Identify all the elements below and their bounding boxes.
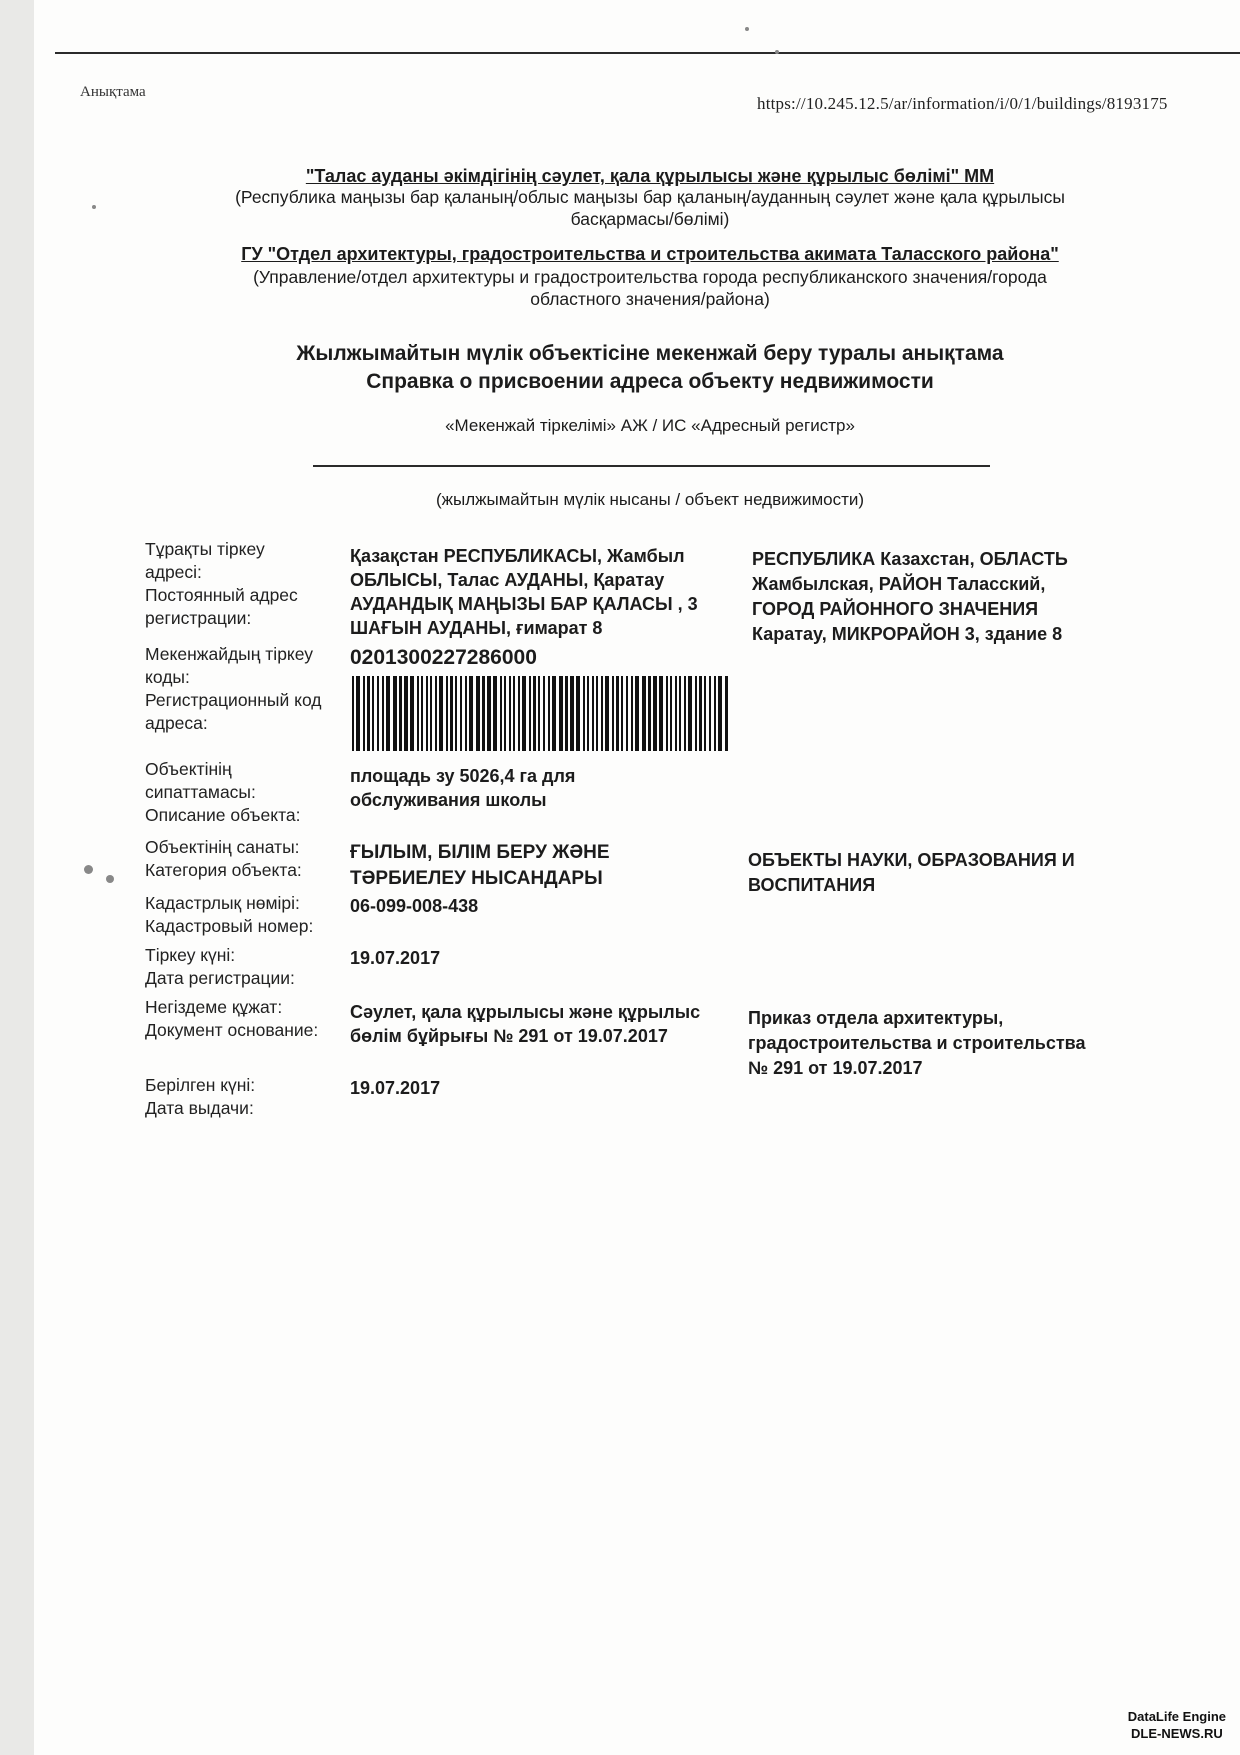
address-ru-line3: ГОРОД РАЙОННОГО ЗНАЧЕНИЯ: [752, 599, 1039, 619]
barcode-bar: [529, 676, 531, 751]
address-label-ru-1: Постоянный адрес: [145, 585, 298, 605]
scan-speck: [84, 865, 93, 874]
reg-code-value: 0201300227286000: [350, 646, 537, 669]
barcode-bar: [421, 676, 423, 751]
barcode-bar: [653, 676, 657, 751]
cadastral-label-ru: Кадастровый номер:: [145, 916, 314, 936]
scan-speck: [106, 875, 114, 883]
barcode-bar: [356, 676, 360, 751]
scan-speck: [745, 27, 749, 31]
reg-date-label-kz: Тіркеу күні:: [145, 945, 236, 965]
barcode-bar: [363, 676, 365, 751]
object-caption: (жылжымайтын мүлік нысаны / объект недвижимости): [435, 490, 865, 509]
barcode-bar: [465, 676, 467, 751]
description-label-kz-2: сипаттамасы:: [145, 782, 256, 802]
barcode-bar: [469, 676, 473, 751]
barcode-bar: [631, 676, 633, 751]
barcode-bar: [616, 676, 619, 751]
barcode-bar: [460, 676, 462, 751]
title-ru: Справка о присвоении адреса объекту недвижимости: [366, 370, 934, 393]
basis-kz-line1: Сәулет, қала құрылысы және құрылыс: [350, 1002, 701, 1022]
barcode-bar: [621, 676, 623, 751]
basis-label: [145, 996, 318, 1042]
barcode-bar: [635, 676, 639, 751]
barcode-bar: [382, 676, 384, 751]
barcode-bar: [399, 676, 402, 751]
barcode-bar: [695, 676, 697, 751]
scan-speck: [92, 205, 96, 209]
scan-left-edge: [0, 0, 34, 1755]
document-label: Анықтама: [80, 84, 146, 100]
basis-ru-line3: № 291 от 19.07.2017: [748, 1058, 923, 1078]
issue-date-value: 19.07.2017: [350, 1078, 441, 1098]
org-note-ru-line1: (Управление/отдел архитектуры и градостроительства города республиканского значения/города: [253, 267, 1047, 287]
barcode: [350, 676, 732, 751]
basis-label-kz: Негіздеме құжат:: [145, 997, 283, 1017]
barcode-bar: [435, 676, 437, 751]
reg-code-label-ru-1: Регистрационный код: [145, 690, 322, 710]
barcode-bar: [513, 676, 515, 751]
reg-date-label: [145, 944, 295, 990]
cadastral-value: 06-099-008-438: [350, 896, 479, 916]
basis-ru-line2: градостроительства и строительства: [748, 1033, 1086, 1053]
description-value: [350, 764, 575, 812]
barcode-bar: [596, 676, 598, 751]
barcode-bar: [601, 676, 603, 751]
barcode-bar: [509, 676, 511, 751]
address-value-ru: [752, 547, 1068, 647]
reg-code-label-ru-2: адреса:: [145, 713, 208, 733]
category-kz-line1: ҒЫЛЫМ, БІЛІМ БЕРУ ЖӘНЕ: [350, 842, 610, 863]
barcode-bar: [709, 676, 711, 751]
watermark-line2: DLE-NEWS.RU: [1131, 1726, 1223, 1741]
barcode-bar: [670, 676, 672, 751]
barcode-bar: [718, 676, 722, 751]
description-line1: площадь зу 5026,4 га для: [350, 766, 576, 786]
watermark-line1: DataLife Engine: [1127, 1709, 1226, 1724]
description-line2: обслуживания школы: [350, 790, 547, 810]
address-label-kz-2: адресі:: [145, 562, 202, 582]
title-kz: Жылжымайтын мүлік объектісіне мекенжай беру туралы анықтама: [296, 342, 1004, 365]
category-kz-line2: ТӘРБИЕЛЕУ НЫСАНДАРЫ: [350, 868, 603, 889]
barcode-bar: [552, 676, 556, 751]
org-name-ru: ГУ "Отдел архитектуры, градостроительства и строительства акимата Таласского района": [241, 244, 1059, 264]
barcode-bar: [500, 676, 502, 751]
barcode-bar: [648, 676, 651, 751]
cadastral-label-kz: Кадастрлық нөмірі:: [145, 893, 300, 913]
org-note-ru: [160, 266, 1140, 310]
reg-code-label-kz-2: коды:: [145, 667, 190, 687]
basis-kz-line2: бөлім бұйрығы № 291 от 19.07.2017: [350, 1026, 668, 1046]
barcode-bar: [587, 676, 589, 751]
barcode-bar: [626, 676, 628, 751]
reg-date-value: 19.07.2017: [350, 948, 441, 968]
barcode-bar: [439, 676, 443, 751]
barcode-bar: [410, 676, 414, 751]
barcode-bar: [714, 676, 716, 751]
barcode-bar: [393, 676, 397, 751]
basis-ru-line1: Приказ отдела архитектуры,: [748, 1008, 1004, 1028]
scan-speck: [775, 50, 779, 54]
barcode-bar: [543, 676, 545, 751]
barcode-bar: [548, 676, 550, 751]
barcode-bar: [605, 676, 609, 751]
barcode-bar: [565, 676, 568, 751]
category-value-ru: [748, 848, 1075, 898]
barcode-bar: [576, 676, 580, 751]
barcode-bar: [684, 676, 686, 751]
document-title: [160, 340, 1140, 396]
barcode-bar: [377, 676, 379, 751]
issue-date-label: [145, 1074, 255, 1120]
address-kz-line1: Қазақстан РЕСПУБЛИКАСЫ, Жамбыл: [350, 546, 685, 566]
barcode-bar: [372, 676, 374, 751]
category-ru-line2: ВОСПИТАНИЯ: [748, 875, 876, 895]
category-value-kz: [350, 840, 610, 892]
watermark: [1128, 1708, 1226, 1742]
issue-date-label-kz: Берілген күні:: [145, 1075, 256, 1095]
barcode-bar: [386, 676, 390, 751]
address-label-ru-2: регистрации:: [145, 608, 252, 628]
barcode-bar: [533, 676, 536, 751]
address-kz-line3: АУДАНДЫҚ МАҢЫЗЫ БАР ҚАЛАСЫ , 3: [350, 594, 698, 614]
barcode-bar: [482, 676, 485, 751]
barcode-bar: [404, 676, 408, 751]
barcode-bar: [493, 676, 497, 751]
barcode-bar: [455, 676, 457, 751]
description-label: [145, 758, 301, 827]
barcode-bar: [666, 676, 668, 751]
barcode-bar: [699, 676, 702, 751]
address-ru-line1: РЕСПУБЛИКА Казахстан, ОБЛАСТЬ: [752, 549, 1068, 569]
basis-value-ru: [748, 1006, 1086, 1081]
object-underline: [313, 465, 990, 467]
barcode-bar: [659, 676, 663, 751]
barcode-bar: [352, 676, 354, 751]
barcode-bar: [592, 676, 594, 751]
barcode-bar: [417, 676, 419, 751]
barcode-bar: [504, 676, 506, 751]
barcode-bar: [518, 676, 520, 751]
description-label-ru: Описание объекта:: [145, 805, 301, 825]
barcode-bar: [430, 676, 432, 751]
org-note-ru-line2: областного значения/района): [530, 289, 770, 309]
address-kz-line4: ШАҒЫН АУДАНЫ, ғимарат 8: [350, 618, 603, 638]
category-label: [145, 836, 302, 882]
barcode-bar: [522, 676, 526, 751]
barcode-bar: [476, 676, 480, 751]
reg-date-label-ru: Дата регистрации:: [145, 968, 295, 988]
barcode-bar: [679, 676, 681, 751]
issue-date-label-ru: Дата выдачи:: [145, 1098, 254, 1118]
barcode-bar: [570, 676, 574, 751]
reg-code-label: [145, 643, 322, 735]
org-note-kz-line1: (Республика маңызы бар қаланың/облыс маңызы бар қаланың/ауданның сәулет және қала құрылысы: [235, 187, 1065, 207]
basis-label-ru: Документ основание:: [145, 1020, 319, 1040]
cadastral-label: [145, 892, 313, 938]
org-note-kz-line2: басқармасы/бөлімі): [570, 209, 730, 229]
source-url: https://10.245.12.5/ar/information/i/0/1/buildings/8193175: [757, 94, 1168, 113]
barcode-bar: [446, 676, 448, 751]
description-label-kz-1: Объектінің: [145, 759, 232, 779]
basis-value-kz: [350, 1000, 700, 1048]
address-label-kz-1: Тұрақты тіркеу: [145, 539, 265, 559]
address-label: [145, 538, 298, 630]
reg-code-label-kz-1: Мекенжайдың тіркеу: [145, 644, 314, 664]
barcode-bar: [367, 676, 370, 751]
barcode-bar: [583, 676, 585, 751]
org-name-kz: "Талас ауданы әкімдігінің сәулет, қала құрылысы және құрылыс бөлімі" ММ: [305, 166, 995, 186]
barcode-bar: [642, 676, 646, 751]
address-ru-line4: Каратау, МИКРОРАЙОН 3, здание 8: [752, 624, 1063, 644]
category-label-kz: Объектінің санаты:: [145, 837, 300, 857]
category-label-ru: Категория объекта:: [145, 860, 302, 880]
address-ru-line2: Жамбылская, РАЙОН Таласский,: [752, 574, 1046, 594]
barcode-bar: [559, 676, 563, 751]
barcode-bar: [688, 676, 692, 751]
barcode-bar: [450, 676, 453, 751]
barcode-bar: [704, 676, 706, 751]
address-value-kz: [350, 544, 698, 640]
barcode-bar: [426, 676, 428, 751]
barcode-bar: [612, 676, 614, 751]
barcode-bar: [725, 676, 728, 751]
registry-name: «Мекенжай тіркелімі» АЖ / ИС «Адресный регистр»: [445, 416, 855, 435]
barcode-bar: [487, 676, 491, 751]
top-rule: [55, 52, 1240, 54]
category-ru-line1: ОБЪЕКТЫ НАУКИ, ОБРАЗОВАНИЯ И: [748, 850, 1075, 870]
org-note-kz: [160, 186, 1140, 230]
barcode-bar: [675, 676, 677, 751]
barcode-bar: [538, 676, 540, 751]
address-kz-line2: ОБЛЫСЫ, Талас АУДАНЫ, Қаратау: [350, 570, 665, 590]
